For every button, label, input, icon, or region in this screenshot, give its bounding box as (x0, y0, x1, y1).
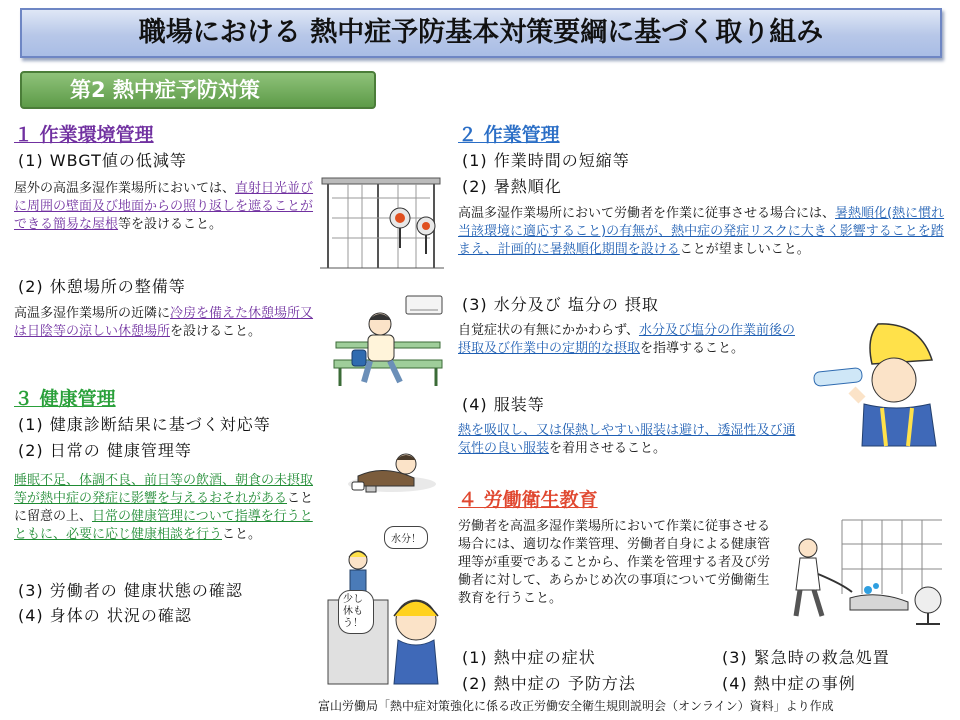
s1-para1-post: 等を設けること。 (118, 217, 223, 232)
s2-para1-link: 暑熱順化(熱に慣れ当該環境に適応すること)の有無が、熱中症の発症リスクに大きく影響することを踏まえ、計画的に暑熱順化期間を設ける (458, 206, 945, 257)
s1-para1 (14, 180, 314, 234)
s2-sub1: (1) 作業時間の短縮等 (462, 151, 630, 170)
s2-para1-pre: 高温多湿作業場所において労働者を作業に従事させる場合には、 (458, 206, 836, 221)
s4-heading: ４ 労働衛生教育 (458, 489, 598, 511)
s3-para (14, 472, 314, 544)
section-tag: 第2 熱中症予防対策 (20, 71, 376, 109)
s2-sub3: (3) 水分及び 塩分の 摂取 (462, 295, 659, 314)
s2-heading: ２ 作業管理 (458, 124, 560, 146)
s3-sub3: (3) 労働者の 健康状態の確認 (18, 581, 243, 600)
s1-para1-link: 直射日光並びに周囲の壁面及び地面からの照り返しを遮ることができる簡易な屋根 (14, 181, 314, 232)
drinking-worker-illustration (808, 320, 940, 448)
s3-para-mid: ことに留意の上、 (14, 491, 314, 524)
s2-para1 (458, 205, 950, 259)
s4-para: 労働者を高温多湿作業場所において作業に従事させる場合には、適切な作業管理、労働者自身による健康管理等が重要であることから、作業を管理する者及び労働者に対して、あらかじめ次の事項について労働衛生教育を行うこと。 (458, 519, 771, 606)
s1-para1-pre: 屋外の高温多湿作業場所においては、 (14, 181, 236, 196)
s2-para2 (458, 322, 798, 358)
s3-sub1: (1) 健康診断結果に基づく対応等 (18, 415, 271, 434)
s2-sub4: (4) 服装等 (462, 395, 545, 414)
shade-roof-illustration (318, 168, 446, 276)
s3-para-link1: 睡眠不足、体調不良、前日等の飲酒、朝食の未摂取等が熱中症の発症に影響を与えるおそれがある (14, 473, 314, 506)
s2-para2-link: 水分及び塩分の作業前後の摂取及び作業中の定期的な摂取 (458, 323, 795, 356)
s4-item-3: (3) 緊急時の救急処置 (722, 648, 890, 667)
s1-sub2: (2) 休憩場所の整備等 (18, 277, 186, 296)
s3-para-post: こと。 (222, 527, 262, 542)
s4-item-4: (4) 熱中症の事例 (722, 674, 856, 693)
page-title: 職場における 熱中症予防基本対策要綱に基づく取り組み (20, 8, 942, 58)
s4-item-1: (1) 熱中症の症状 (462, 648, 596, 667)
s2-para3-post: を着用させること。 (549, 441, 667, 456)
s2-para2-post: を指導すること。 (640, 341, 745, 356)
s1-heading: １ 作業環境管理 (14, 124, 154, 146)
s2-para3 (458, 422, 798, 458)
speech-bubble-rest: 少し休もう！ (338, 590, 374, 634)
s2-para2-pre: 自覚症状の有無にかかわらず、 (458, 323, 639, 338)
s1-para2-link: 冷房を備えた休憩場所又は日陰等の涼しい休憩場所 (14, 306, 314, 339)
resting-worker-illustration (330, 290, 448, 390)
s1-para2-pre: 高温多湿作業場所の近隣に (14, 306, 171, 321)
s2-sub2: (2) 暑熱順化 (462, 177, 562, 196)
s1-para2 (14, 305, 314, 341)
rescue-scene-illustration (782, 514, 950, 628)
s4-item-2: (2) 熱中症の 予防方法 (462, 674, 636, 693)
s2-para1-post: ことが望ましいこと。 (679, 242, 810, 257)
speech-bubble-water: 水分！ (384, 526, 428, 549)
s3-heading: ３ 健康管理 (14, 388, 116, 410)
s2-para3-link: 熱を吸収し、又は保熱しやすい服装は避け、透湿性及び通気性の良い服装 (458, 423, 796, 456)
collapsed-worker-illustration (344, 442, 440, 502)
s3-sub4: (4) 身体の 状況の確認 (18, 606, 192, 625)
s1-sub1: (1) WBGT値の低減等 (18, 151, 187, 170)
s1-para2-post: を設けること。 (170, 324, 262, 339)
source-credit: 富山労働局「熱中症対策強化に係る改正労働安全衛生規則説明会（オンライン）資料」より作成 (318, 699, 834, 713)
s3-para-link2: 日常の健康管理について指導を行うとともに、必要に応じ健康相談を行う (14, 509, 313, 542)
s3-sub2: (2) 日常の 健康管理等 (18, 441, 192, 460)
